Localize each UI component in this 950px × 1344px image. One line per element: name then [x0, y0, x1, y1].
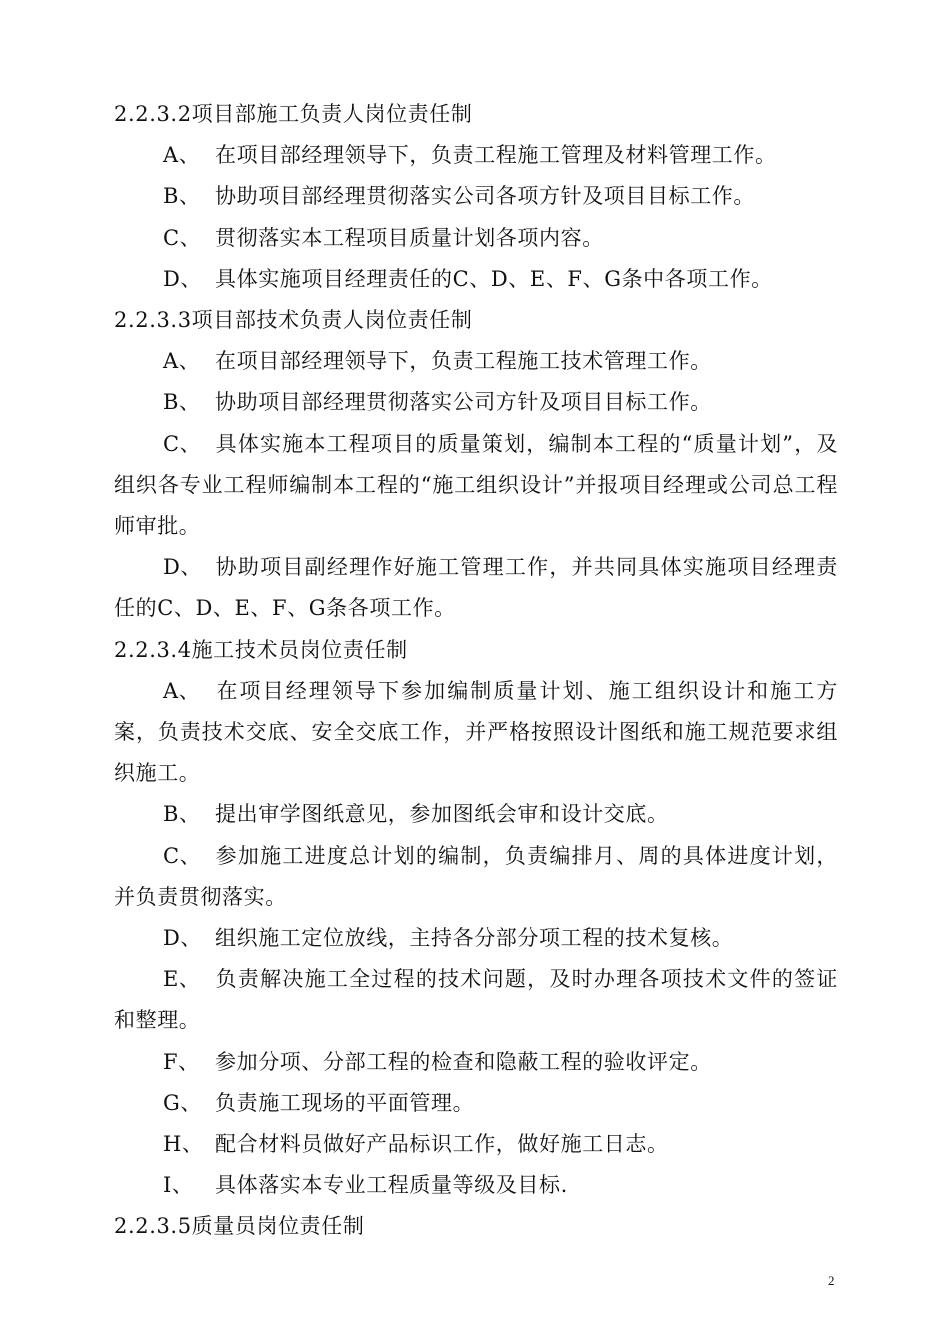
list-item [114, 259, 838, 300]
item-label: E、 [163, 967, 201, 992]
item-label: C、 [163, 431, 202, 456]
list-item [114, 424, 838, 548]
section-heading: 2.2.3.4施工技术员岗位责任制 [114, 637, 408, 662]
list-item [114, 959, 838, 1041]
item-text: 协助项目部经理贯彻落实公司各项方针及项目目标工作。 [215, 184, 755, 209]
item-label: B、 [163, 802, 201, 827]
item-text: 提出审学图纸意见，参加图纸会审和设计交底。 [215, 802, 669, 827]
page-number: 2 [828, 1273, 835, 1288]
section-heading: 2.2.3.3项目部技术负责人岗位责任制 [114, 308, 473, 333]
item-text: 在项目部经理领导下，负责工程施工管理及材料管理工作。 [215, 143, 777, 168]
item-text: 在项目经理领导下参加编制质量计划、施工组织设计和施工方案，负责技术交底、安全交底工作，并严格按照设计图纸和施工规范要求组织施工。 [114, 678, 838, 786]
item-label: F、 [163, 1049, 200, 1074]
item-text: 参加分项、分部工程的检查和隐蔽工程的验收评定。 [215, 1049, 712, 1074]
item-text: 在项目部经理领导下，负责工程施工技术管理工作。 [215, 349, 712, 374]
item-label: C、 [163, 225, 202, 250]
item-text: 具体实施项目经理责任的C、D、E、F、G条中各项工作。 [215, 266, 773, 291]
list-item [114, 1042, 838, 1083]
item-label: G、 [163, 1090, 202, 1115]
item-text: 具体实施本工程项目的质量策划，编制本工程的“质量计划”，及组织各专业工程师编制本工程的“施工组织设计”并报项目经理或公司总工程师审批。 [114, 431, 838, 539]
item-label: D、 [163, 926, 203, 951]
item-text: 配合材料员做好产品标识工作，做好施工日志。 [215, 1132, 669, 1157]
list-item [114, 382, 838, 423]
item-label: A、 [163, 678, 201, 703]
item-text: 协助项目副经理作好施工管理工作，并共同具体实施项目经理责任的C、D、E、F、G条各项工作。 [114, 555, 838, 621]
list-item [114, 1165, 838, 1206]
item-text: 贯彻落实本工程项目质量计划各项内容。 [215, 225, 604, 250]
item-text: 负责施工现场的平面管理。 [215, 1090, 475, 1115]
item-label: C、 [163, 843, 202, 868]
list-item [114, 135, 838, 176]
item-text: 参加施工进度总计划的编制，负责编排月、周的具体进度计划，并负责贯彻落实。 [114, 843, 838, 909]
list-item [114, 1083, 838, 1124]
item-label: A、 [163, 349, 201, 374]
item-label: B、 [163, 390, 201, 415]
list-item [114, 218, 838, 259]
item-text: 组织施工定位放线，主持各分部分项工程的技术复核。 [215, 926, 734, 951]
document-body [114, 94, 838, 1248]
item-label: B、 [163, 184, 201, 209]
list-item [114, 794, 838, 835]
item-text: 负责解决施工全过程的技术问题，及时办理各项技术文件的签证和整理。 [114, 967, 838, 1033]
item-label: A、 [163, 143, 201, 168]
list-item [114, 671, 838, 795]
item-text: 协助项目部经理贯彻落实公司方针及项目目标工作。 [215, 390, 712, 415]
item-label: I、 [163, 1173, 194, 1198]
list-item [114, 918, 838, 959]
item-label: D、 [163, 555, 203, 580]
item-text: 具体落实本专业工程质量等级及目标. [215, 1173, 568, 1198]
item-label: H、 [163, 1132, 204, 1157]
list-item [114, 341, 838, 382]
section-heading: 2.2.3.2项目部施工负责人岗位责任制 [114, 102, 473, 126]
item-label: D、 [163, 266, 203, 291]
list-item [114, 176, 838, 217]
section-heading: 2.2.3.5质量员岗位责任制 [114, 1214, 365, 1239]
list-item [114, 836, 838, 918]
list-item [114, 547, 838, 629]
list-item [114, 1124, 838, 1165]
